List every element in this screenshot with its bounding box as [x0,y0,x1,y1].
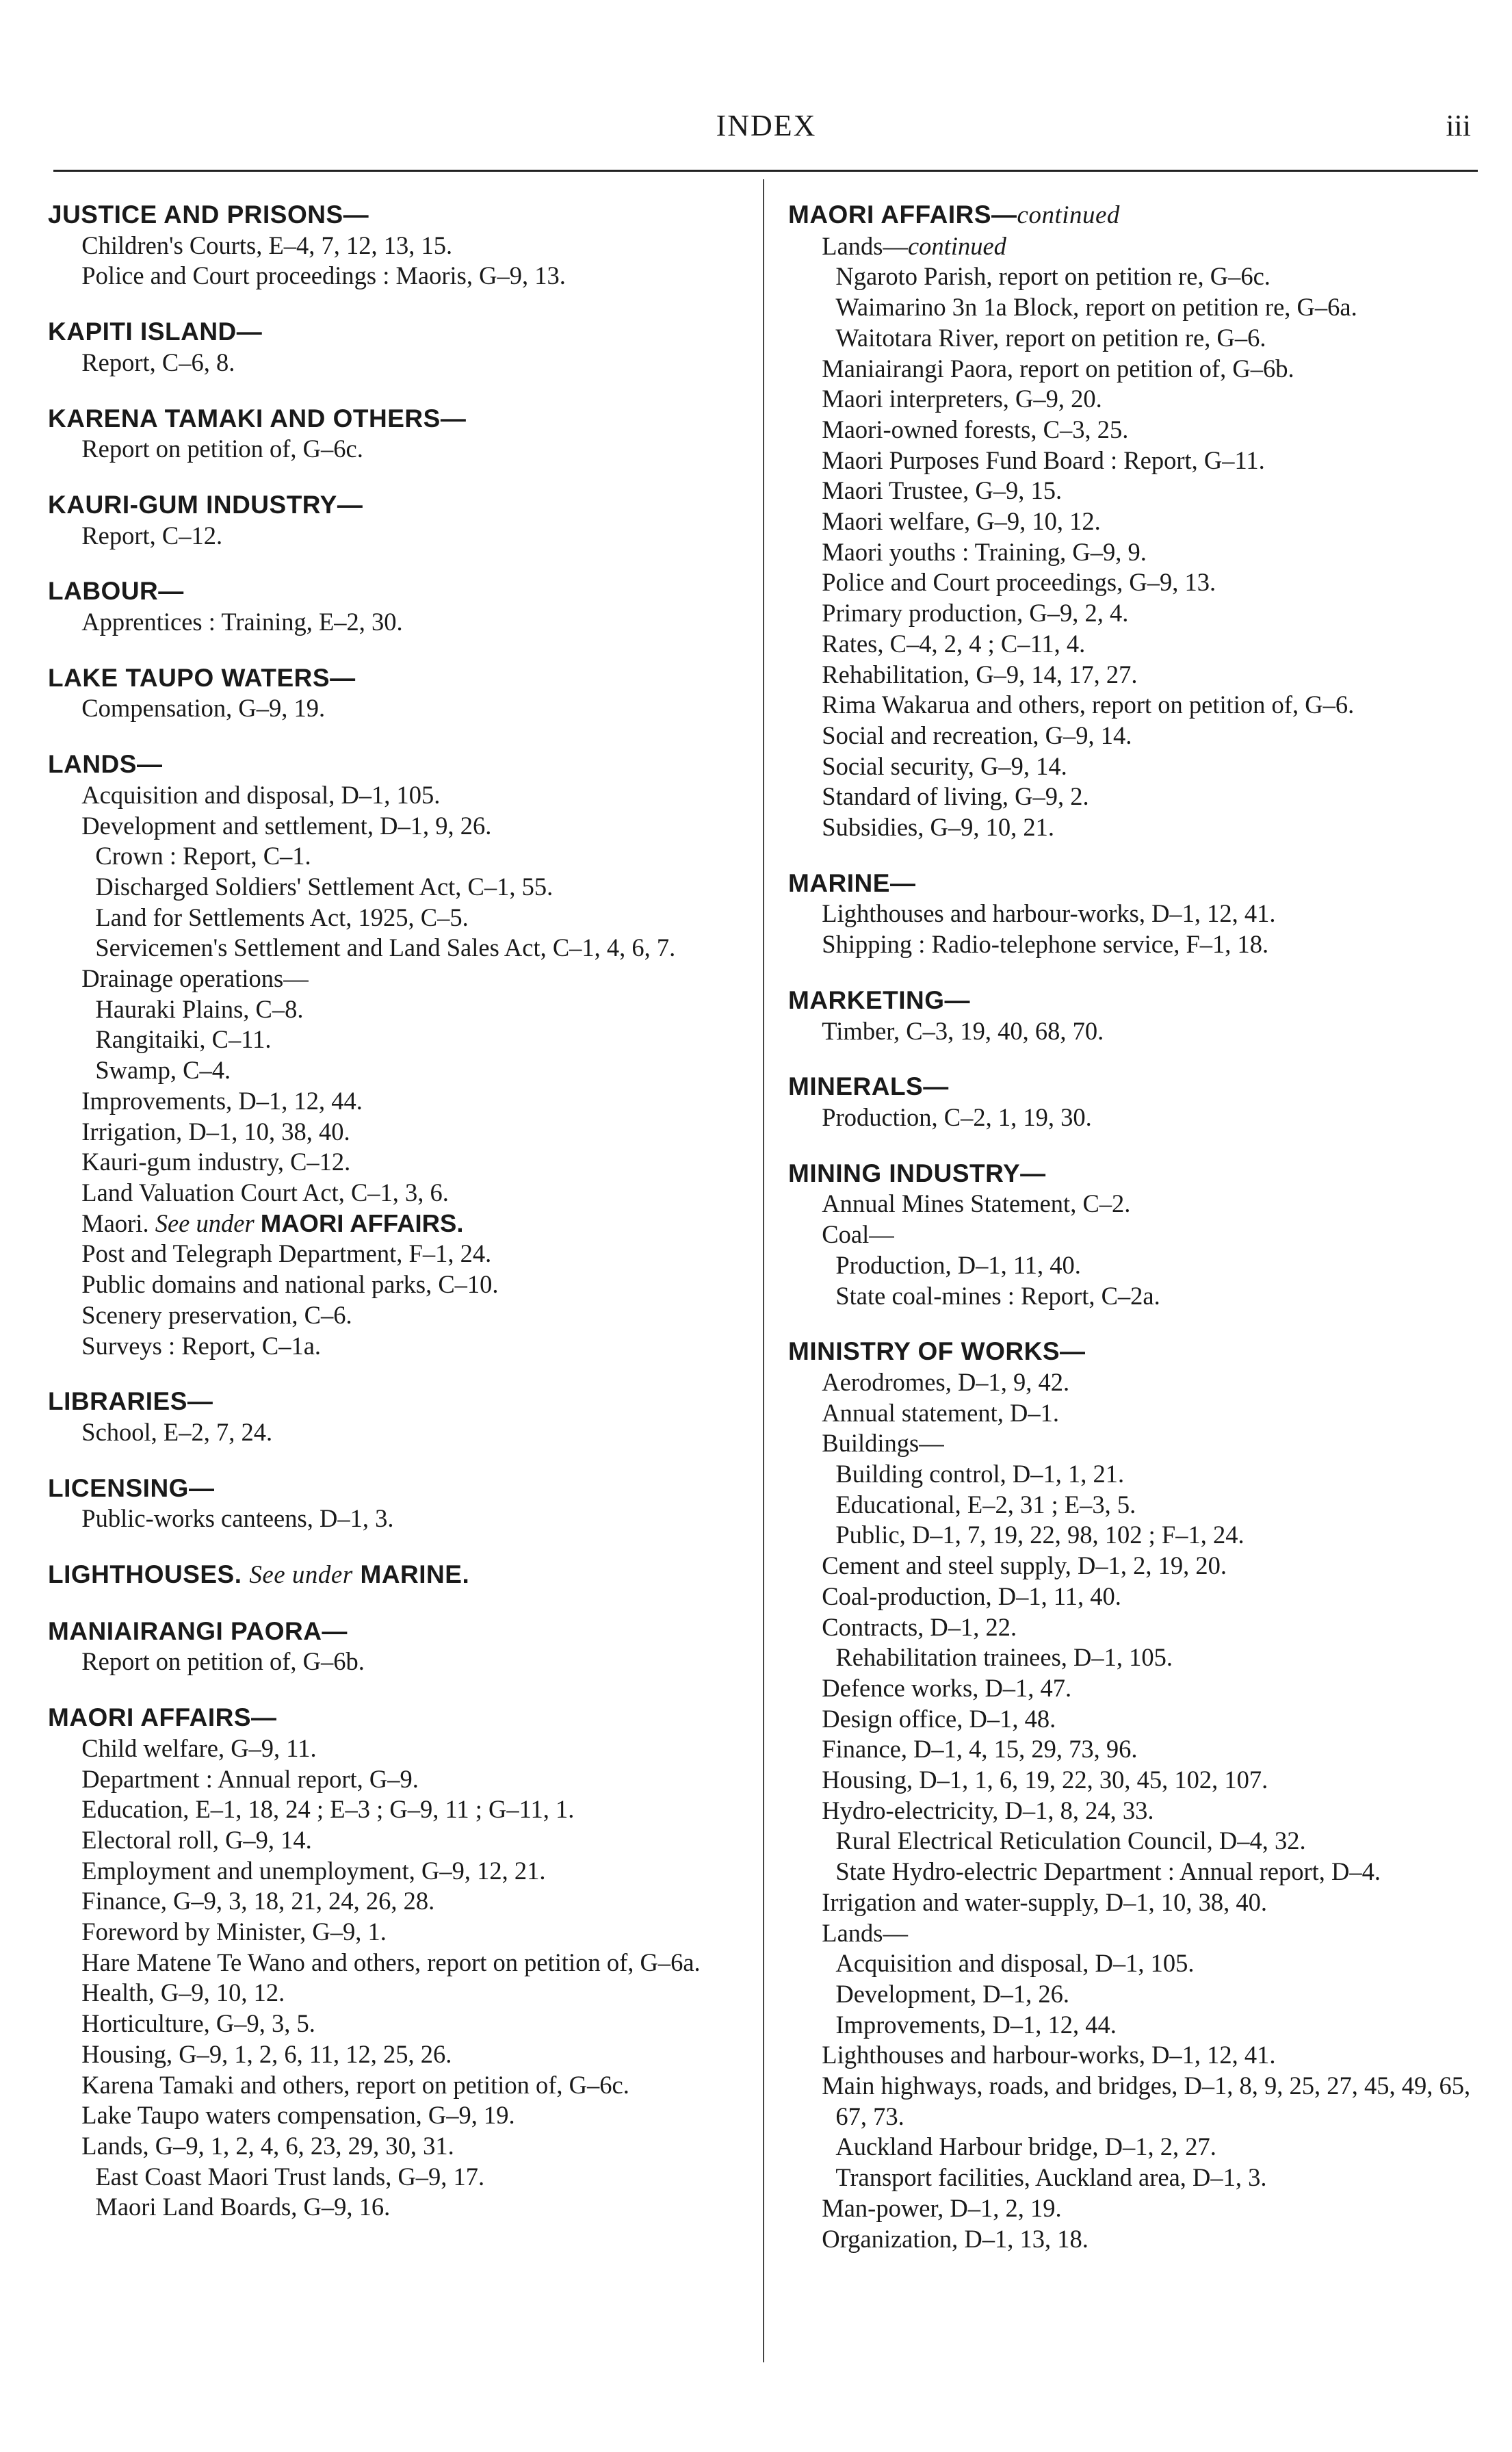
index-entry [48,200,753,292]
index-subentry: Main highways, roads, and bridges, D–1, 8, 9, 25, 27, 45, 49, 65, 67, 73. [822,2072,1471,2130]
index-subentry: Employment and unemployment, G–9, 12, 21. [81,1856,546,1885]
index-subentry: Coal-production, D–1, 11, 40. [822,1582,1121,1610]
index-subentry: Public domains and national parks, C–10. [81,1270,499,1299]
index-subentry: Shipping : Radio-telephone service, F–1, 18. [822,930,1269,959]
index-entry [48,1616,753,1677]
index-subentry: Scenery preservation, C–6. [81,1300,352,1329]
index-subentry: Rural Electrical Reticulation Council, D–4, 32. [835,1827,1306,1855]
index-subentry: Hare Matene Te Wano and others, report on petition of, G–6a. [81,1948,701,1976]
index-subentry: Electoral roll, G–9, 14. [81,1825,312,1854]
cross-reference: MARINE. [360,1560,470,1589]
index-subentry: Timber, C–3, 19, 40, 68, 70. [822,1016,1104,1045]
index-subentry: Horticulture, G–9, 3, 5. [81,2009,315,2038]
index-heading: MAORI AFFAIRS— [48,1703,277,1732]
index-subentry: Ngaroto Parish, report on petition re, G–6c. [835,262,1270,291]
index-entry [48,404,753,465]
index-subentry: Annual statement, D–1. [822,1398,1059,1427]
index-subentry: State coal-mines : Report, C–2a. [835,1281,1160,1310]
index-entry [48,317,753,378]
index-subentry: Maniairangi Paora, report on petition of, G–6b. [822,354,1294,383]
index-heading: MARINE— [788,868,916,897]
index-subentry: Lands, G–9, 1, 2, 4, 6, 23, 29, 30, 31. [81,2131,454,2160]
index-subentry: Rates, C–4, 2, 4 ; C–11, 4. [822,629,1086,658]
index-subentry: Design office, D–1, 48. [822,1704,1056,1733]
index-subentry: Housing, D–1, 1, 6, 19, 22, 30, 45, 102, 107. [822,1766,1268,1794]
index-subentry: Acquisition and disposal, D–1, 105. [81,780,441,809]
index-subentry: Rima Wakarua and others, report on petition of, G–6. [822,691,1355,719]
index-subentry: Maori youths : Training, G–9, 9. [822,537,1147,566]
index-subentry: Cement and steel supply, D–1, 2, 19, 20. [822,1551,1227,1580]
index-subentry: Hauraki Plains, C–8. [95,994,304,1023]
index-subentry: Drainage operations— [81,964,309,993]
index-heading: MINISTRY OF WORKS— [788,1337,1086,1366]
index-heading: LIGHTHOUSES. See under MARINE. [48,1560,470,1590]
index-heading: KAURI-GUM INDUSTRY— [48,490,363,519]
index-subentry: Housing, G–9, 1, 2, 6, 11, 12, 25, 26. [81,2039,452,2068]
cross-reference: MAORI AFFAIRS. [260,1209,464,1237]
index-subentry: Report, C–6, 8. [81,348,235,376]
index-subentry: Subsidies, G–9, 10, 21. [822,813,1054,842]
index-entry [788,200,1479,843]
index-subentry: Foreword by Minister, G–9, 1. [81,1918,387,1946]
page-number: iii [1446,109,1471,142]
index-subentry: Social security, G–9, 14. [822,751,1067,780]
index-entry [48,576,753,637]
index-subentry: Production, C–2, 1, 19, 30. [822,1102,1092,1131]
index-heading: JUSTICE AND PRISONS— [48,201,369,229]
index-subentry: Education, E–1, 18, 24 ; E–3 ; G–9, 11 ; G–11, 1. [81,1795,575,1824]
index-heading: KAPITI ISLAND— [48,318,263,346]
index-subentry: Educational, E–2, 31 ; E–3, 5. [835,1490,1136,1519]
index-subentry: Maori. See under MAORI AFFAIRS. [81,1209,464,1237]
index-entry [788,1159,1479,1312]
index-subentry: Report on petition of, G–6b. [81,1647,365,1676]
index-subentry: Report, C–12. [81,521,223,550]
index-subentry: Maori-owned forests, C–3, 25. [822,415,1129,443]
index-subentry: Primary production, G–9, 2, 4. [822,599,1129,628]
index-subentry: Kauri-gum industry, C–12. [81,1148,351,1176]
index-entry [788,1337,1479,2254]
index-subentry: Acquisition and disposal, D–1, 105. [835,1949,1195,1978]
index-subentry: Improvements, D–1, 12, 44. [835,2010,1117,2039]
index-subentry: Land for Settlements Act, 1925, C–5. [95,903,469,931]
index-subentry: State Hydro-electric Department : Annual report, D–4. [835,1857,1381,1886]
index-subentry: Compensation, G–9, 19. [81,694,326,723]
index-subentry: Finance, G–9, 3, 18, 21, 24, 26, 28. [81,1887,435,1915]
index-subentry: Surveys : Report, C–1a. [81,1331,322,1360]
index-entry [48,1703,753,2223]
index-heading: KARENA TAMAKI AND OTHERS— [48,404,467,433]
index-heading: LAKE TAUPO WATERS— [48,663,356,692]
index-heading: LICENSING— [48,1473,215,1502]
index-heading: MINERALS— [788,1072,949,1101]
index-subentry: Development and settlement, D–1, 9, 26. [81,811,492,840]
index-subentry: Lake Taupo waters compensation, G–9, 19. [81,2101,515,2130]
index-heading: MANIAIRANGI PAORA— [48,1616,348,1645]
index-entry [788,868,1479,960]
index-subentry: Crown : Report, C–1. [95,842,311,870]
continued-label: continued [1017,201,1120,229]
index-subentry: Child welfare, G–9, 11. [81,1733,317,1762]
header-rule [53,170,1478,172]
see-under-label: See under [249,1561,353,1590]
index-entry [48,749,753,1361]
index-heading: MAORI AFFAIRS—continued [788,201,1120,229]
index-subentry: Rehabilitation, G–9, 14, 17, 27. [822,660,1138,688]
index-subentry: Waitotara River, report on petition re, G–6. [835,323,1266,352]
index-subentry: Department : Annual report, G–9. [81,1764,419,1793]
index-subentry: Transport facilities, Auckland area, D–1, 3. [835,2163,1267,2192]
index-entry [48,1473,753,1534]
index-subentry: Irrigation and water-supply, D–1, 10, 38, 40. [822,1887,1268,1916]
index-subentry: Rehabilitation trainees, D–1, 105. [835,1643,1173,1672]
index-subentry: Public-works canteens, D–1, 3. [81,1504,394,1533]
index-subentry: Finance, D–1, 4, 15, 29, 73, 96. [822,1735,1138,1764]
index-subentry: Waimarino 3n 1a Block, report on petition re, G–6a. [835,293,1357,322]
index-subentry: Irrigation, D–1, 10, 38, 40. [81,1117,350,1146]
index-subentry: Social and recreation, G–9, 14. [822,721,1132,749]
index-entry [48,1560,753,1591]
index-subentry: Standard of living, G–9, 2. [822,782,1089,811]
index-heading: MARKETING— [788,985,971,1014]
index-entry [48,663,753,724]
index-subentry: Hydro-electricity, D–1, 8, 24, 33. [822,1796,1154,1824]
index-subentry: Coal— [822,1220,894,1249]
continued-label: continued [907,231,1006,260]
index-subentry: Police and Court proceedings, G–9, 13. [822,568,1216,597]
index-subentry: Lighthouses and harbour-works, D–1, 12, 41. [822,2041,1276,2069]
index-subentry: Aerodromes, D–1, 9, 42. [822,1367,1070,1396]
index-heading: LABOUR— [48,577,184,606]
index-subentry: Contracts, D–1, 22. [822,1612,1017,1641]
see-under-label: See under [155,1209,255,1237]
right-column [788,200,1479,2280]
index-subentry: Production, D–1, 11, 40. [835,1250,1081,1279]
index-subentry: Auckland Harbour bridge, D–1, 2, 27. [835,2132,1216,2161]
index-subentry: Organization, D–1, 13, 18. [822,2224,1089,2253]
index-subentry: Annual Mines Statement, C–2. [822,1189,1131,1218]
index-subentry: Karena Tamaki and others, report on petition of, G–6c. [81,2070,629,2099]
index-subentry: School, E–2, 7, 24. [81,1417,273,1446]
index-subentry: Report on petition of, G–6c. [81,435,363,463]
index-entry [788,985,1479,1046]
index-entry [48,490,753,551]
page-header [0,108,1512,149]
index-subentry: Lands— [822,1918,908,1947]
index-subentry: Lands—continued [822,231,1006,260]
index-subentry: Maori interpreters, G–9, 20. [822,385,1102,413]
index-subentry: Children's Courts, E–4, 7, 12, 13, 15. [81,231,453,259]
left-column [48,200,753,2248]
index-subentry: Police and Court proceedings : Maoris, G–9, 13. [81,261,566,290]
index-subentry: Buildings— [822,1429,944,1458]
index-subentry: Servicemen's Settlement and Land Sales Act, C–1, 4, 6, 7. [95,933,676,962]
index-subentry: East Coast Maori Trust lands, G–9, 17. [95,2162,485,2191]
index-subentry: Improvements, D–1, 12, 44. [81,1086,363,1115]
index-heading: MINING INDUSTRY— [788,1159,1046,1187]
index-subentry: Maori welfare, G–9, 10, 12. [822,507,1101,536]
index-subentry: Public, D–1, 7, 19, 22, 98, 102 ; F–1, 24. [835,1521,1244,1549]
index-subentry: Building control, D–1, 1, 21. [835,1460,1125,1488]
index-subentry: Development, D–1, 26. [835,1979,1069,2008]
index-subentry: Land Valuation Court Act, C–1, 3, 6. [81,1178,449,1206]
index-subentry: Health, G–9, 10, 12. [81,1978,285,2007]
index-subentry: Apprentices : Training, E–2, 30. [81,608,403,636]
index-subentry: Rangitaiki, C–11. [95,1025,272,1054]
page-title: INDEX [716,109,817,142]
index-subentry: Lighthouses and harbour-works, D–1, 12, 41. [822,899,1276,928]
index-subentry: Man-power, D–1, 2, 19. [822,2193,1062,2222]
index-heading: LIBRARIES— [48,1387,213,1416]
index-subentry: Defence works, D–1, 47. [822,1673,1072,1702]
index-entry [48,1386,753,1447]
index-subentry: Maori Purposes Fund Board : Report, G–11. [822,446,1265,474]
index-subentry: Maori Land Boards, G–9, 16. [95,2193,391,2221]
index-subentry: Post and Telegraph Department, F–1, 24. [81,1239,492,1268]
index-subentry: Discharged Soldiers' Settlement Act, C–1, 55. [95,872,553,901]
index-entry [788,1072,1479,1133]
index-heading: LANDS— [48,750,163,779]
column-divider [763,179,764,2362]
index-subentry: Maori Trustee, G–9, 15. [822,476,1063,505]
index-subentry: Swamp, C–4. [95,1056,231,1085]
